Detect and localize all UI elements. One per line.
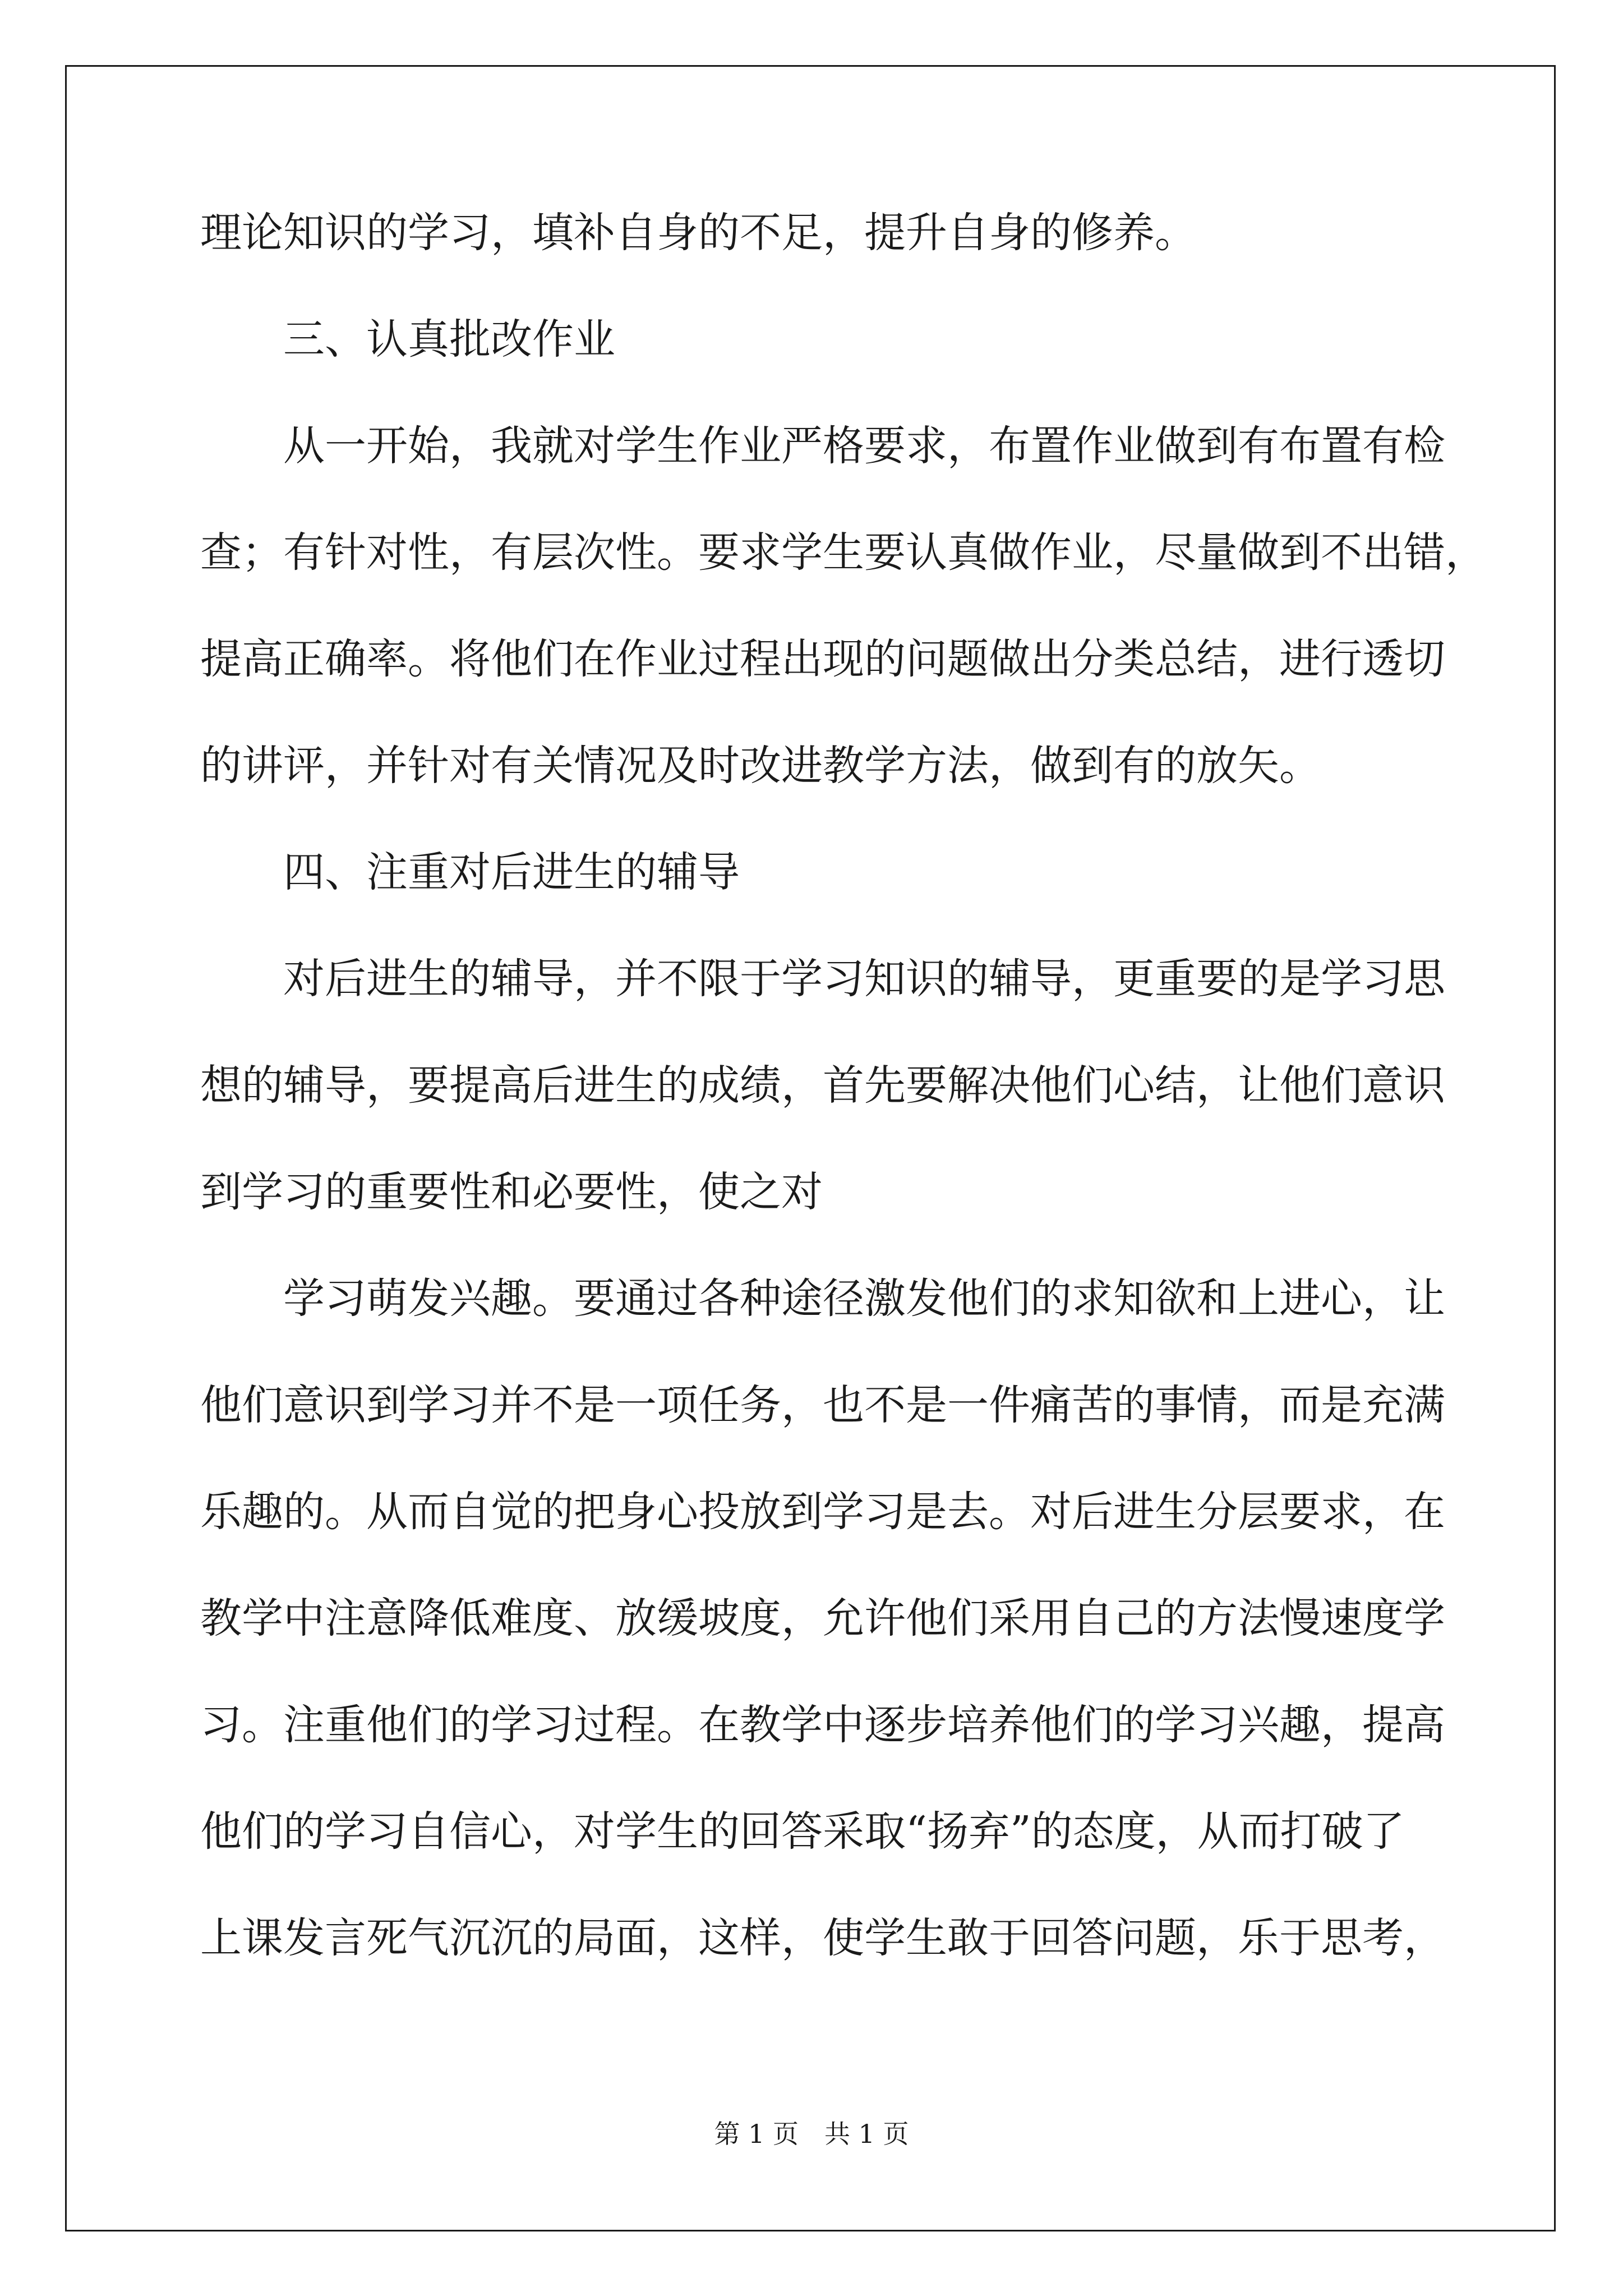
paragraph-line-3: 从一开始，我就对学生作业严格要求，布置作业做到有布置有检 xyxy=(283,422,1445,470)
paragraph-line-14: 教学中注意降低难度、放缓坡度，允许他们采用自己的方法慢速度学 xyxy=(200,1594,1445,1642)
page-border xyxy=(65,65,1556,2231)
section-heading-3: 三、认真批改作业 xyxy=(283,315,615,364)
paragraph-line-4: 查；有针对性，有层次性。要求学生要认真做作业，尽量做到不出错， xyxy=(200,528,1487,577)
section-heading-4: 四、注重对后进生的辅导 xyxy=(283,848,740,896)
paragraph-line-8: 对后进生的辅导，并不限于学习知识的辅导，更重要的是学习思 xyxy=(283,955,1445,1003)
paragraph-line-16: 他们的学习自信心，对学生的回答采取“扬弃”的态度，从而打破了 xyxy=(200,1807,1405,1856)
paragraph-line-15: 习。注重他们的学习过程。在教学中逐步培养他们的学习兴趣，提高 xyxy=(200,1701,1445,1749)
paragraph-line-6: 的讲评，并针对有关情况及时改进教学方法，做到有的放矢。 xyxy=(200,742,1321,790)
paragraph-line-9: 想的辅导，要提高后进生的成绩，首先要解决他们心结，让他们意识 xyxy=(200,1061,1445,1110)
paragraph-line-17: 上课发言死气沉沉的局面，这样，使学生敢于回答问题，乐于思考， xyxy=(200,1914,1445,1962)
paragraph-line-10: 到学习的重要性和必要性，使之对 xyxy=(200,1168,823,1216)
paragraph-line-1: 理论知识的学习，填补自身的不足，提升自身的修养。 xyxy=(200,209,1196,257)
page-footer: 第 1 页 共 1 页 xyxy=(714,2119,909,2149)
paragraph-line-11: 学习萌发兴趣。要通过各种途径激发他们的求知欲和上进心，让 xyxy=(283,1274,1445,1323)
paragraph-line-12: 他们意识到学习并不是一项任务，也不是一件痛苦的事情，而是充满 xyxy=(200,1381,1445,1429)
paragraph-line-5: 提高正确率。将他们在作业过程出现的问题做出分类总结，进行透切 xyxy=(200,635,1445,683)
paragraph-line-13: 乐趣的。从而自觉的把身心投放到学习是去。对后进生分层要求，在 xyxy=(200,1488,1445,1536)
